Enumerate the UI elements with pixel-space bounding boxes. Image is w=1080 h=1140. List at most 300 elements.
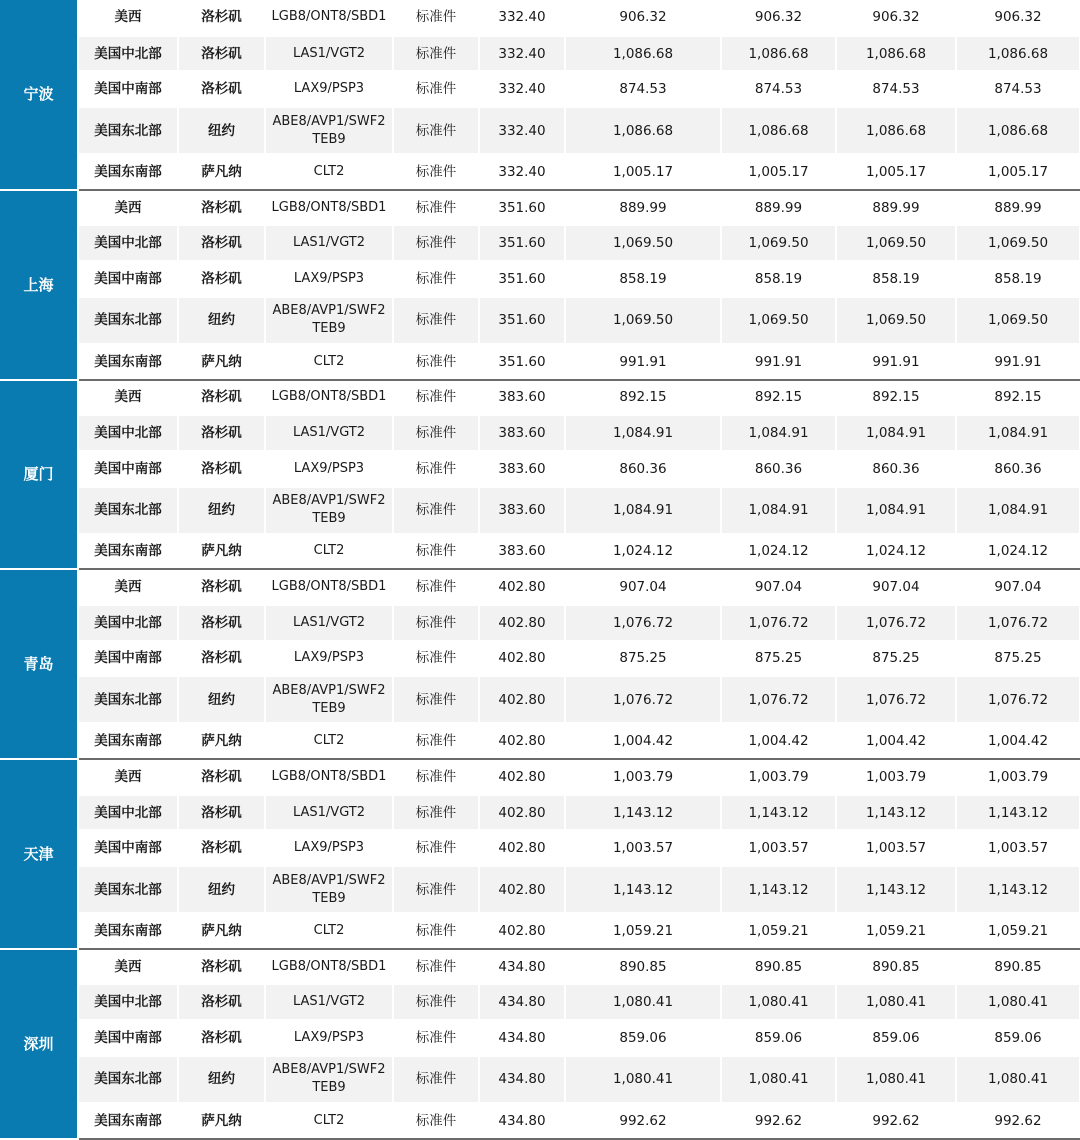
- price-cell-1: 860.36: [565, 451, 721, 487]
- price-cell-2: 906.32: [721, 0, 836, 36]
- price-cell-2: 875.25: [721, 641, 836, 677]
- price-cell-3: 858.19: [836, 261, 956, 297]
- warehouse-codes-cell: LAS1/VGT2: [265, 225, 393, 261]
- table-row: [0, 0, 1080, 36]
- table-row: [0, 380, 1080, 416]
- region-cell: 美国东北部: [78, 676, 178, 723]
- price-cell-4: 858.19: [956, 261, 1080, 297]
- cargo-type-cell: 标准件: [393, 71, 479, 107]
- base-price-cell: 383.60: [479, 415, 565, 451]
- price-cell-2: 1,059.21: [721, 913, 836, 949]
- price-cell-2: 907.04: [721, 569, 836, 605]
- base-price-cell: 402.80: [479, 723, 565, 759]
- cargo-type-cell: 标准件: [393, 344, 479, 380]
- hub-cell: 萨凡纳: [178, 723, 265, 759]
- price-cell-2: 874.53: [721, 71, 836, 107]
- warehouse-codes-cell: LGB8/ONT8/SBD1: [265, 569, 393, 605]
- hub-cell: 洛杉矶: [178, 1020, 265, 1056]
- price-cell-1: 991.91: [565, 344, 721, 380]
- price-cell-1: 992.62: [565, 1103, 721, 1139]
- base-price-cell: 332.40: [479, 71, 565, 107]
- price-cell-3: 991.91: [836, 344, 956, 380]
- table-row: [0, 1103, 1080, 1139]
- base-price-cell: 332.40: [479, 154, 565, 190]
- table-row: [0, 344, 1080, 380]
- warehouse-codes-cell: ABE8/AVP1/SWF2 TEB9: [265, 866, 393, 913]
- warehouse-codes-cell: ABE8/AVP1/SWF2 TEB9: [265, 1056, 393, 1103]
- price-cell-4: 1,069.50: [956, 297, 1080, 344]
- cargo-type-cell: 标准件: [393, 1056, 479, 1103]
- table-row: [0, 830, 1080, 866]
- price-cell-1: 1,069.50: [565, 297, 721, 344]
- table-row: [0, 451, 1080, 487]
- price-cell-3: 1,059.21: [836, 913, 956, 949]
- price-cell-3: 1,084.91: [836, 415, 956, 451]
- hub-cell: 洛杉矶: [178, 641, 265, 677]
- region-cell: 美国东南部: [78, 344, 178, 380]
- cargo-type-cell: 标准件: [393, 913, 479, 949]
- price-cell-1: 1,005.17: [565, 154, 721, 190]
- price-cell-3: 1,024.12: [836, 534, 956, 570]
- price-cell-1: 1,080.41: [565, 984, 721, 1020]
- price-cell-4: 1,003.79: [956, 759, 1080, 795]
- price-cell-2: 1,084.91: [721, 487, 836, 534]
- table-row: [0, 795, 1080, 831]
- base-price-cell: 332.40: [479, 0, 565, 36]
- region-cell: 美国中北部: [78, 795, 178, 831]
- price-cell-1: 1,024.12: [565, 534, 721, 570]
- price-cell-3: 875.25: [836, 641, 956, 677]
- cargo-type-cell: 标准件: [393, 949, 479, 985]
- price-cell-1: 1,004.42: [565, 723, 721, 759]
- price-cell-3: 1,004.42: [836, 723, 956, 759]
- base-price-cell: 351.60: [479, 190, 565, 226]
- price-cell-4: 1,143.12: [956, 866, 1080, 913]
- base-price-cell: 383.60: [479, 451, 565, 487]
- price-cell-3: 1,143.12: [836, 866, 956, 913]
- warehouse-codes-cell: LGB8/ONT8/SBD1: [265, 190, 393, 226]
- hub-cell: 纽约: [178, 676, 265, 723]
- price-cell-2: 858.19: [721, 261, 836, 297]
- price-cell-3: 1,080.41: [836, 984, 956, 1020]
- price-cell-4: 1,084.91: [956, 415, 1080, 451]
- price-cell-4: 1,024.12: [956, 534, 1080, 570]
- base-price-cell: 351.60: [479, 261, 565, 297]
- base-price-cell: 402.80: [479, 866, 565, 913]
- base-price-cell: 402.80: [479, 676, 565, 723]
- warehouse-codes-cell: LGB8/ONT8/SBD1: [265, 0, 393, 36]
- hub-cell: 萨凡纳: [178, 1103, 265, 1139]
- hub-cell: 纽约: [178, 866, 265, 913]
- base-price-cell: 402.80: [479, 913, 565, 949]
- cargo-type-cell: 标准件: [393, 534, 479, 570]
- base-price-cell: 402.80: [479, 605, 565, 641]
- region-cell: 美国东北部: [78, 487, 178, 534]
- hub-cell: 萨凡纳: [178, 154, 265, 190]
- price-cell-4: 1,086.68: [956, 107, 1080, 154]
- price-cell-1: 1,003.57: [565, 830, 721, 866]
- warehouse-codes-cell: LAX9/PSP3: [265, 830, 393, 866]
- hub-cell: 洛杉矶: [178, 984, 265, 1020]
- table-row: [0, 1056, 1080, 1103]
- warehouse-codes-cell: LAS1/VGT2: [265, 795, 393, 831]
- base-price-cell: 434.80: [479, 1020, 565, 1056]
- price-cell-2: 1,005.17: [721, 154, 836, 190]
- hub-cell: 洛杉矶: [178, 380, 265, 416]
- warehouse-codes-cell: ABE8/AVP1/SWF2 TEB9: [265, 107, 393, 154]
- region-cell: 美国东南部: [78, 1103, 178, 1139]
- origin-city-cell: 上海: [0, 190, 78, 380]
- table-row: [0, 569, 1080, 605]
- region-cell: 美国东北部: [78, 107, 178, 154]
- warehouse-codes-cell: LAX9/PSP3: [265, 71, 393, 107]
- warehouse-codes-cell: CLT2: [265, 154, 393, 190]
- price-cell-1: 1,084.91: [565, 487, 721, 534]
- hub-cell: 洛杉矶: [178, 949, 265, 985]
- price-cell-1: 1,059.21: [565, 913, 721, 949]
- cargo-type-cell: 标准件: [393, 225, 479, 261]
- price-cell-1: 1,084.91: [565, 415, 721, 451]
- price-cell-2: 1,080.41: [721, 1056, 836, 1103]
- cargo-type-cell: 标准件: [393, 451, 479, 487]
- price-cell-2: 892.15: [721, 380, 836, 416]
- table-row: [0, 676, 1080, 723]
- price-cell-2: 1,084.91: [721, 415, 836, 451]
- price-cell-3: 1,005.17: [836, 154, 956, 190]
- price-cell-2: 991.91: [721, 344, 836, 380]
- warehouse-codes-cell: LAS1/VGT2: [265, 984, 393, 1020]
- price-cell-3: 1,084.91: [836, 487, 956, 534]
- cargo-type-cell: 标准件: [393, 795, 479, 831]
- region-cell: 美西: [78, 569, 178, 605]
- base-price-cell: 351.60: [479, 225, 565, 261]
- price-cell-3: 906.32: [836, 0, 956, 36]
- base-price-cell: 402.80: [479, 641, 565, 677]
- region-cell: 美国东南部: [78, 723, 178, 759]
- price-cell-4: 1,076.72: [956, 605, 1080, 641]
- region-cell: 美国中南部: [78, 71, 178, 107]
- warehouse-codes-cell: LAX9/PSP3: [265, 1020, 393, 1056]
- hub-cell: 洛杉矶: [178, 451, 265, 487]
- price-cell-2: 1,080.41: [721, 984, 836, 1020]
- warehouse-codes-cell: LAS1/VGT2: [265, 36, 393, 72]
- price-cell-4: 907.04: [956, 569, 1080, 605]
- price-cell-3: 874.53: [836, 71, 956, 107]
- price-cell-1: 889.99: [565, 190, 721, 226]
- table-row: [0, 225, 1080, 261]
- hub-cell: 纽约: [178, 487, 265, 534]
- region-cell: 美国中南部: [78, 830, 178, 866]
- cargo-type-cell: 标准件: [393, 415, 479, 451]
- hub-cell: 洛杉矶: [178, 759, 265, 795]
- price-cell-1: 1,086.68: [565, 107, 721, 154]
- warehouse-codes-cell: LAX9/PSP3: [265, 451, 393, 487]
- cargo-type-cell: 标准件: [393, 1020, 479, 1056]
- cargo-type-cell: 标准件: [393, 866, 479, 913]
- price-cell-4: 1,004.42: [956, 723, 1080, 759]
- base-price-cell: 402.80: [479, 795, 565, 831]
- price-cell-3: 1,143.12: [836, 795, 956, 831]
- table-row: [0, 949, 1080, 985]
- price-cell-4: 1,084.91: [956, 487, 1080, 534]
- price-cell-4: 1,059.21: [956, 913, 1080, 949]
- table-row: [0, 913, 1080, 949]
- region-cell: 美国东南部: [78, 534, 178, 570]
- region-cell: 美国中北部: [78, 415, 178, 451]
- price-cell-1: 906.32: [565, 0, 721, 36]
- price-cell-3: 1,003.57: [836, 830, 956, 866]
- warehouse-codes-cell: CLT2: [265, 913, 393, 949]
- region-cell: 美国东北部: [78, 866, 178, 913]
- price-cell-3: 860.36: [836, 451, 956, 487]
- region-cell: 美国中南部: [78, 451, 178, 487]
- base-price-cell: 351.60: [479, 344, 565, 380]
- cargo-type-cell: 标准件: [393, 1103, 479, 1139]
- price-cell-2: 1,069.50: [721, 297, 836, 344]
- warehouse-codes-cell: LAX9/PSP3: [265, 261, 393, 297]
- price-cell-4: 1,143.12: [956, 795, 1080, 831]
- price-cell-1: 907.04: [565, 569, 721, 605]
- region-cell: 美国东北部: [78, 1056, 178, 1103]
- price-cell-1: 859.06: [565, 1020, 721, 1056]
- warehouse-codes-cell: CLT2: [265, 723, 393, 759]
- region-cell: 美西: [78, 949, 178, 985]
- price-cell-1: 1,003.79: [565, 759, 721, 795]
- price-cell-4: 890.85: [956, 949, 1080, 985]
- price-cell-4: 1,005.17: [956, 154, 1080, 190]
- price-cell-3: 1,086.68: [836, 36, 956, 72]
- region-cell: 美国东南部: [78, 913, 178, 949]
- base-price-cell: 383.60: [479, 534, 565, 570]
- price-cell-4: 889.99: [956, 190, 1080, 226]
- table-row: [0, 984, 1080, 1020]
- price-cell-4: 992.62: [956, 1103, 1080, 1139]
- price-cell-4: 1,076.72: [956, 676, 1080, 723]
- price-cell-4: 859.06: [956, 1020, 1080, 1056]
- hub-cell: 洛杉矶: [178, 795, 265, 831]
- table-row: [0, 297, 1080, 344]
- price-cell-3: 1,076.72: [836, 605, 956, 641]
- table-row: [0, 1020, 1080, 1056]
- price-cell-1: 1,076.72: [565, 676, 721, 723]
- hub-cell: 萨凡纳: [178, 344, 265, 380]
- price-cell-4: 875.25: [956, 641, 1080, 677]
- base-price-cell: 332.40: [479, 107, 565, 154]
- hub-cell: 洛杉矶: [178, 0, 265, 36]
- cargo-type-cell: 标准件: [393, 154, 479, 190]
- region-cell: 美国中北部: [78, 225, 178, 261]
- warehouse-codes-cell: CLT2: [265, 1103, 393, 1139]
- warehouse-codes-cell: LGB8/ONT8/SBD1: [265, 759, 393, 795]
- cargo-type-cell: 标准件: [393, 759, 479, 795]
- base-price-cell: 402.80: [479, 759, 565, 795]
- price-cell-1: 1,080.41: [565, 1056, 721, 1103]
- hub-cell: 洛杉矶: [178, 569, 265, 605]
- hub-cell: 洛杉矶: [178, 830, 265, 866]
- base-price-cell: 332.40: [479, 36, 565, 72]
- hub-cell: 洛杉矶: [178, 605, 265, 641]
- hub-cell: 萨凡纳: [178, 534, 265, 570]
- price-cell-3: 890.85: [836, 949, 956, 985]
- region-cell: 美国中南部: [78, 261, 178, 297]
- table-row: [0, 154, 1080, 190]
- cargo-type-cell: 标准件: [393, 0, 479, 36]
- warehouse-codes-cell: LGB8/ONT8/SBD1: [265, 949, 393, 985]
- table-row: [0, 71, 1080, 107]
- hub-cell: 洛杉矶: [178, 71, 265, 107]
- price-cell-1: 1,069.50: [565, 225, 721, 261]
- price-cell-2: 1,086.68: [721, 36, 836, 72]
- origin-city-cell: 厦门: [0, 380, 78, 570]
- table-row: [0, 641, 1080, 677]
- region-cell: 美国东南部: [78, 154, 178, 190]
- price-cell-3: 1,076.72: [836, 676, 956, 723]
- hub-cell: 洛杉矶: [178, 36, 265, 72]
- price-cell-4: 1,003.57: [956, 830, 1080, 866]
- price-cell-2: 1,086.68: [721, 107, 836, 154]
- price-cell-1: 892.15: [565, 380, 721, 416]
- table-row: [0, 190, 1080, 226]
- price-cell-3: 907.04: [836, 569, 956, 605]
- price-cell-3: 992.62: [836, 1103, 956, 1139]
- base-price-cell: 434.80: [479, 984, 565, 1020]
- warehouse-codes-cell: CLT2: [265, 344, 393, 380]
- origin-city-cell: 天津: [0, 759, 78, 949]
- price-cell-2: 1,003.57: [721, 830, 836, 866]
- region-cell: 美西: [78, 0, 178, 36]
- region-cell: 美西: [78, 190, 178, 226]
- price-cell-3: 892.15: [836, 380, 956, 416]
- table-row: [0, 487, 1080, 534]
- price-cell-4: 1,086.68: [956, 36, 1080, 72]
- base-price-cell: 434.80: [479, 949, 565, 985]
- warehouse-codes-cell: CLT2: [265, 534, 393, 570]
- base-price-cell: 402.80: [479, 569, 565, 605]
- region-cell: 美国中北部: [78, 36, 178, 72]
- price-cell-1: 1,143.12: [565, 795, 721, 831]
- price-cell-2: 1,024.12: [721, 534, 836, 570]
- price-cell-2: 1,076.72: [721, 676, 836, 723]
- price-cell-1: 858.19: [565, 261, 721, 297]
- cargo-type-cell: 标准件: [393, 487, 479, 534]
- table-row: [0, 723, 1080, 759]
- cargo-type-cell: 标准件: [393, 380, 479, 416]
- origin-city-cell: 深圳: [0, 949, 78, 1139]
- cargo-type-cell: 标准件: [393, 641, 479, 677]
- price-cell-2: 992.62: [721, 1103, 836, 1139]
- price-cell-4: 1,080.41: [956, 1056, 1080, 1103]
- cargo-type-cell: 标准件: [393, 676, 479, 723]
- warehouse-codes-cell: LAS1/VGT2: [265, 415, 393, 451]
- hub-cell: 萨凡纳: [178, 913, 265, 949]
- price-cell-3: 1,003.79: [836, 759, 956, 795]
- price-cell-1: 890.85: [565, 949, 721, 985]
- warehouse-codes-cell: LGB8/ONT8/SBD1: [265, 380, 393, 416]
- region-cell: 美国中北部: [78, 984, 178, 1020]
- price-cell-2: 1,076.72: [721, 605, 836, 641]
- price-cell-3: 1,069.50: [836, 225, 956, 261]
- hub-cell: 纽约: [178, 1056, 265, 1103]
- base-price-cell: 402.80: [479, 830, 565, 866]
- region-cell: 美西: [78, 759, 178, 795]
- hub-cell: 纽约: [178, 107, 265, 154]
- price-cell-4: 906.32: [956, 0, 1080, 36]
- price-cell-1: 1,143.12: [565, 866, 721, 913]
- base-price-cell: 434.80: [479, 1103, 565, 1139]
- cargo-type-cell: 标准件: [393, 984, 479, 1020]
- table-row: [0, 866, 1080, 913]
- warehouse-codes-cell: LAS1/VGT2: [265, 605, 393, 641]
- region-cell: 美国中北部: [78, 605, 178, 641]
- cargo-type-cell: 标准件: [393, 569, 479, 605]
- price-cell-4: 1,080.41: [956, 984, 1080, 1020]
- table-row: [0, 415, 1080, 451]
- warehouse-codes-cell: ABE8/AVP1/SWF2 TEB9: [265, 297, 393, 344]
- cargo-type-cell: 标准件: [393, 190, 479, 226]
- price-cell-2: 1,143.12: [721, 866, 836, 913]
- table-row: [0, 107, 1080, 154]
- cargo-type-cell: 标准件: [393, 605, 479, 641]
- price-cell-4: 1,069.50: [956, 225, 1080, 261]
- price-cell-3: 1,080.41: [836, 1056, 956, 1103]
- price-cell-2: 1,003.79: [721, 759, 836, 795]
- price-cell-1: 875.25: [565, 641, 721, 677]
- region-cell: 美西: [78, 380, 178, 416]
- table-row: [0, 534, 1080, 570]
- price-cell-3: 859.06: [836, 1020, 956, 1056]
- cargo-type-cell: 标准件: [393, 36, 479, 72]
- hub-cell: 纽约: [178, 297, 265, 344]
- price-cell-3: 1,086.68: [836, 107, 956, 154]
- hub-cell: 洛杉矶: [178, 261, 265, 297]
- hub-cell: 洛杉矶: [178, 415, 265, 451]
- table-row: [0, 605, 1080, 641]
- price-cell-4: 892.15: [956, 380, 1080, 416]
- base-price-cell: 383.60: [479, 487, 565, 534]
- price-cell-2: 859.06: [721, 1020, 836, 1056]
- price-cell-2: 1,069.50: [721, 225, 836, 261]
- cargo-type-cell: 标准件: [393, 297, 479, 344]
- base-price-cell: 434.80: [479, 1056, 565, 1103]
- price-cell-1: 874.53: [565, 71, 721, 107]
- region-cell: 美国中南部: [78, 1020, 178, 1056]
- price-cell-4: 874.53: [956, 71, 1080, 107]
- price-cell-4: 991.91: [956, 344, 1080, 380]
- table-row: [0, 261, 1080, 297]
- base-price-cell: 351.60: [479, 297, 565, 344]
- region-cell: 美国东北部: [78, 297, 178, 344]
- warehouse-codes-cell: LAX9/PSP3: [265, 641, 393, 677]
- price-cell-3: 889.99: [836, 190, 956, 226]
- cargo-type-cell: 标准件: [393, 107, 479, 154]
- cargo-type-cell: 标准件: [393, 723, 479, 759]
- origin-city-cell: 青岛: [0, 569, 78, 759]
- price-cell-1: 1,076.72: [565, 605, 721, 641]
- cargo-type-cell: 标准件: [393, 830, 479, 866]
- price-cell-2: 889.99: [721, 190, 836, 226]
- warehouse-codes-cell: ABE8/AVP1/SWF2 TEB9: [265, 676, 393, 723]
- table-row: [0, 36, 1080, 72]
- hub-cell: 洛杉矶: [178, 225, 265, 261]
- region-cell: 美国中南部: [78, 641, 178, 677]
- cargo-type-cell: 标准件: [393, 261, 479, 297]
- table-row: [0, 759, 1080, 795]
- hub-cell: 洛杉矶: [178, 190, 265, 226]
- price-cell-4: 860.36: [956, 451, 1080, 487]
- origin-city-cell: 宁波: [0, 0, 78, 190]
- base-price-cell: 383.60: [479, 380, 565, 416]
- price-cell-2: 1,004.42: [721, 723, 836, 759]
